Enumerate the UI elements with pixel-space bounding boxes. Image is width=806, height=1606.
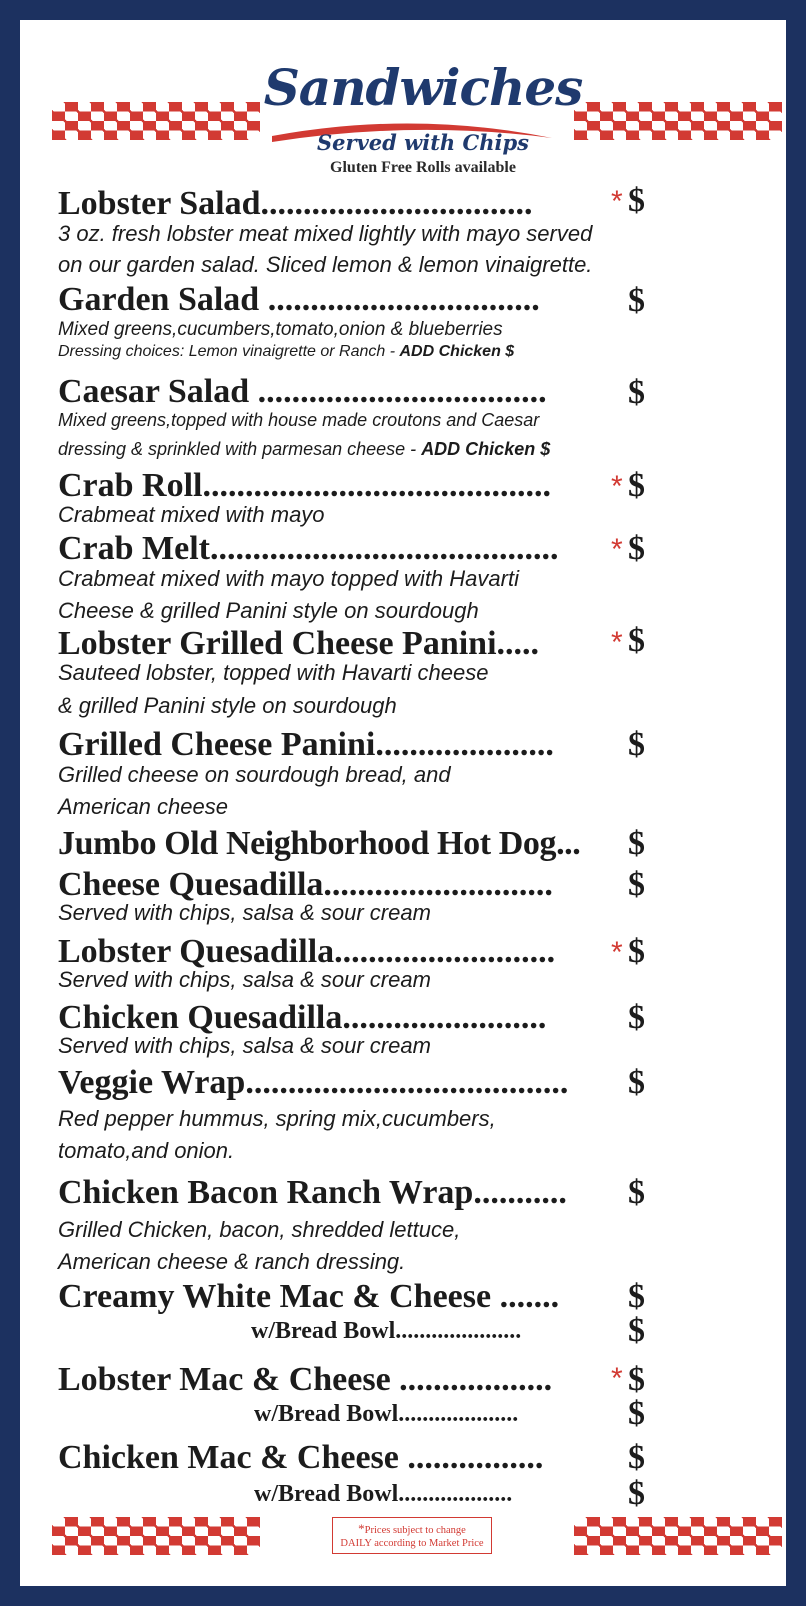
dressing-choices (58, 340, 514, 364)
price-symbol: $ (628, 1312, 645, 1349)
menu-item-name: Veggie Wrap...................................... (58, 1064, 569, 1101)
price-symbol: $ (628, 1395, 645, 1432)
menu-item-description: American cheese (58, 794, 228, 819)
price-symbol: $ (628, 726, 645, 763)
menu-item-name: Chicken Mac & Cheese ................ (58, 1439, 544, 1476)
checker-pattern-bottom-right (574, 1517, 782, 1555)
menu-content (40, 40, 806, 1606)
menu-item-description: Mixed greens,cucumbers,tomato,onion & blueberries (58, 319, 503, 340)
menu-item-description: Sauteed lobster, topped with Havarti cheese (58, 660, 489, 685)
notice-line-2: DAILY according to Market Price (340, 1538, 484, 1549)
menu-item-description: Served with chips, salsa & sour cream (58, 900, 431, 925)
menu-item-description: on our garden salad. Sliced lemon & lemon vinaigrette. (58, 252, 593, 277)
menu-item-name: Jumbo Old Neighborhood Hot Dog... (58, 825, 581, 862)
menu-item-name: Crab Melt......................................... (58, 530, 559, 567)
menu-item-description: Red pepper hummus, spring mix,cucumbers, (58, 1106, 496, 1131)
price-symbol: $ (628, 530, 645, 567)
price-symbol: $ (628, 374, 645, 411)
price-symbol: $ (628, 622, 645, 659)
menu-item-name: Garden Salad ................................ (58, 281, 540, 318)
market-price-star: * (611, 470, 623, 503)
menu-item-name: Cheese Quesadilla........................... (58, 866, 553, 903)
checker-pattern-bottom-left (52, 1517, 260, 1555)
menu-item-name: Crab Roll......................................... (58, 467, 551, 504)
price-notice (332, 1517, 492, 1554)
menu-item-description: Mixed greens,topped with house made croutons and Caesar (58, 410, 540, 430)
price-symbol: $ (628, 1475, 645, 1512)
menu-item-name: Lobster Grilled Cheese Panini..... (58, 625, 540, 662)
menu-item-description: Cheese & grilled Panini style on sourdough (58, 598, 479, 623)
market-price-star: * (611, 936, 623, 969)
menu-item-name: Chicken Quesadilla........................ (58, 999, 547, 1036)
menu-item-name: Caesar Salad .................................. (58, 373, 547, 410)
price-symbol: $ (628, 1361, 645, 1398)
menu-item-name: Chicken Bacon Ranch Wrap........... (58, 1174, 567, 1211)
menu-item-description: 3 oz. fresh lobster meat mixed lightly with mayo served (58, 221, 593, 246)
menu-item-name: Lobster Mac & Cheese .................. (58, 1361, 553, 1398)
price-symbol: $ (628, 1064, 645, 1101)
price-symbol: $ (628, 282, 645, 319)
gluten-free-note: Gluten Free Rolls available (330, 159, 516, 176)
bread-bowl-option: w/Bread Bowl................... (254, 1481, 513, 1507)
price-symbol: $ (628, 467, 645, 504)
menu-item-description: Served with chips, salsa & sour cream (58, 967, 431, 992)
price-symbol: $ (628, 933, 645, 970)
menu-item-name: Lobster Salad................................ (58, 185, 533, 222)
price-symbol: $ (628, 1278, 645, 1315)
notice-line-1: Prices subject to change (364, 1525, 466, 1536)
market-price-star: * (611, 185, 623, 218)
menu-item-description: Crabmeat mixed with mayo topped with Havarti (58, 566, 519, 591)
market-price-star: * (611, 533, 623, 566)
price-symbol: $ (628, 999, 645, 1036)
menu-item-description: American cheese & ranch dressing. (58, 1249, 406, 1274)
notice-star: * (358, 1521, 365, 1536)
market-price-star: * (611, 1362, 623, 1395)
page-title: Sandwiches (263, 58, 583, 117)
price-symbol: $ (628, 866, 645, 903)
market-price-star: * (611, 626, 623, 659)
bread-bowl-option: w/Bread Bowl.................... (254, 1401, 519, 1427)
bread-bowl-option: w/Bread Bowl..................... (251, 1318, 522, 1344)
menu-item-description: & grilled Panini style on sourdough (58, 693, 397, 718)
menu-item-description: Served with chips, salsa & sour cream (58, 1033, 431, 1058)
price-symbol: $ (628, 825, 645, 862)
add-chicken-option: ADD Chicken $ (421, 439, 551, 459)
menu-item-description: Grilled cheese on sourdough bread, and (58, 762, 451, 787)
menu-item-description: Crabmeat mixed with mayo (58, 502, 325, 527)
dressing-choices (58, 437, 550, 461)
dressing-text: dressing & sprinkled with parmesan cheese - (58, 439, 422, 459)
menu-item-description: tomato,and onion. (58, 1138, 235, 1163)
price-symbol: $ (628, 1439, 645, 1476)
price-symbol: $ (628, 1174, 645, 1211)
menu-item-name: Grilled Cheese Panini..................... (58, 726, 554, 763)
menu-item-name: Lobster Quesadilla.......................... (58, 933, 556, 970)
add-chicken-option: ADD Chicken $ (399, 343, 515, 360)
page-subtitle: Served with Chips (317, 130, 529, 155)
dressing-text: Dressing choices: Lemon vinaigrette or Ranch - (58, 343, 400, 360)
price-symbol: $ (628, 182, 645, 219)
menu-item-name: Creamy White Mac & Cheese ....... (58, 1278, 560, 1315)
menu-item-description: Grilled Chicken, bacon, shredded lettuce, (58, 1217, 461, 1242)
